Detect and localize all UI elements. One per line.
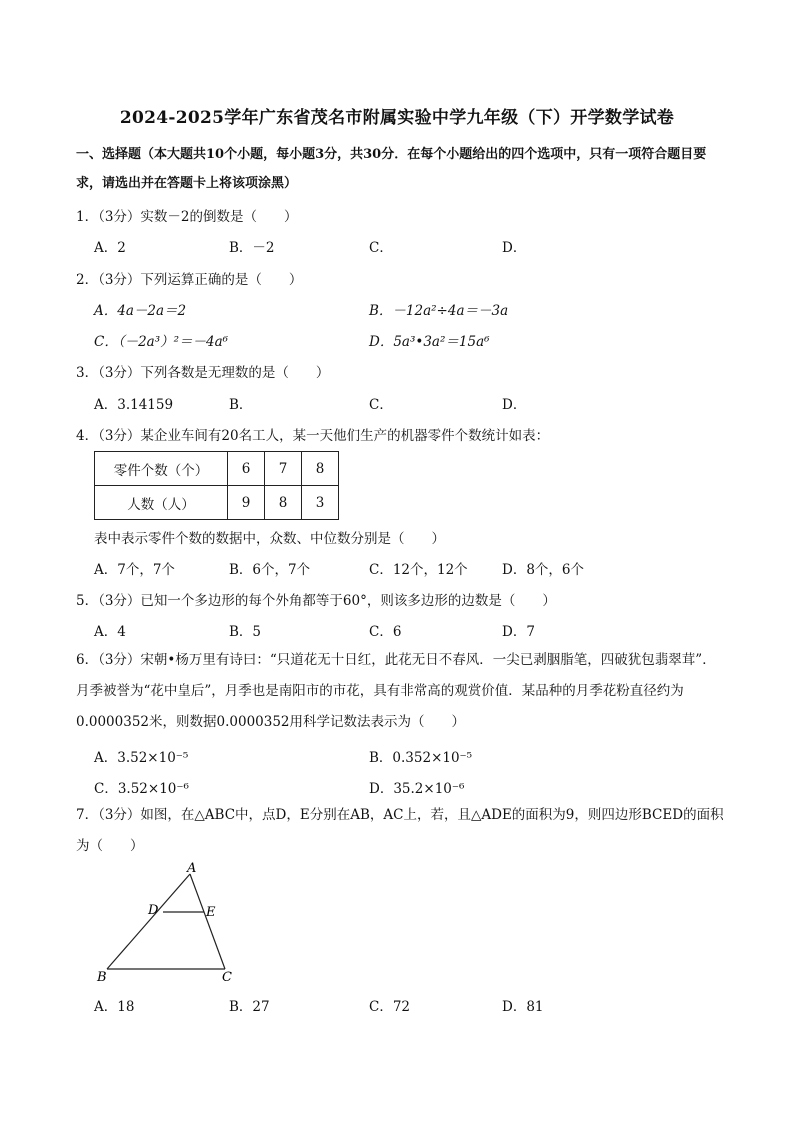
question-5-option-d: D．7 (502, 624, 535, 640)
question-6-option-b: B．0.352×10⁻⁵ (369, 750, 473, 766)
question-5-option-b: B．5 (229, 624, 262, 640)
table-row (95, 452, 339, 486)
question-2-stem: 2．（3分）下列运算正确的是（ ） (76, 272, 303, 288)
question-1-option-a: A．2 (94, 240, 126, 256)
question-1-option-d: D． (502, 240, 527, 256)
question-6-option-d: D．35.2×10⁻⁶ (369, 781, 465, 797)
question-2-option-c: C．（－2a³）²＝－4a⁶ (94, 334, 229, 350)
frequency-table (94, 451, 339, 520)
label-b: B (97, 970, 107, 985)
question-3-option-b: B． (229, 397, 253, 413)
label-c: C (222, 970, 232, 985)
question-5-option-c: C．6 (369, 624, 402, 640)
question-4-stem: 4．（3分）某企业车间有20名工人，某一天他们生产的机器零件个数统计如表： (76, 428, 550, 444)
side-ab (107, 874, 190, 969)
question-2-option-d: D．5a³•3a²＝15a⁶ (369, 334, 490, 350)
question-3-option-c: C． (369, 397, 393, 413)
question-4-followup: 表中表示零件个数的数据中，众数、中位数分别是（ ） (94, 531, 445, 547)
question-4-option-a: A．7个，7个 (94, 562, 175, 578)
question-4-option-d: D．8个，6个 (502, 562, 585, 578)
section-heading: 一、选择题（本大题共10个小题，每小题3分，共30分．在每个小题给出的四个选项中，只有一项符合题目要求，请选出并在答题卡上将该项涂黑） (76, 147, 707, 191)
question-5-option-a: A．4 (94, 624, 126, 640)
question-6-stem: 6．（3分）宋朝•杨万里有诗曰：“只道花无十日红，此花无日不春风．一尖已剥胭脂笔，四破犹包翡翠茸”．月季被誉为“花中皇后”，月季也是南阳市的市花，具有非常高的观赏价值．某品种的月季花粉直径约为0.0000352米，则数据0.0000352用科学记数法表示为（ ） (76, 652, 716, 730)
table-header-cell: 人数（人） (95, 486, 228, 520)
question-7-option-b: B．27 (229, 999, 270, 1015)
label-e: E (206, 905, 216, 920)
question-1-option-b: B．－2 (229, 240, 275, 256)
table-cell: 6 (228, 452, 265, 486)
question-6-option-a: A．3.52×10⁻⁵ (94, 750, 189, 766)
question-6-option-c: C．3.52×10⁻⁶ (94, 781, 189, 797)
question-2-option-b: B．－12a²÷4a＝－3a (369, 303, 509, 319)
question-7-option-a: A．18 (94, 999, 135, 1015)
question-4-option-c: C．12个，12个 (369, 562, 468, 578)
table-cell: 8 (265, 486, 302, 520)
question-7-option-d: D．81 (502, 999, 544, 1015)
question-1-option-c: C． (369, 240, 393, 256)
side-ac (190, 874, 225, 969)
question-3-stem: 3．（3分）下列各数是无理数的是（ ） (76, 365, 330, 381)
question-3-option-d: D． (502, 397, 527, 413)
label-a: A (187, 862, 197, 876)
table-cell: 9 (228, 486, 265, 520)
page-title: 2024-2025学年广东省茂名市附属实验中学九年级（下）开学数学试卷 (119, 108, 675, 128)
triangle-figure (92, 862, 252, 986)
question-4-option-b: B．6个，7个 (229, 562, 311, 578)
question-7-option-c: C．72 (369, 999, 411, 1015)
table-cell: 3 (302, 486, 339, 520)
label-d: D (148, 903, 159, 918)
question-7-stem: 7．（3分）如图，在△ABC中，点D，E分别在AB，AC上，若，且△ADE的面积为9，则四边形BCED的面积为（ ） (76, 807, 724, 854)
table-cell: 7 (265, 452, 302, 486)
question-1-stem: 1．（3分）实数－2的倒数是（ ） (76, 209, 298, 225)
question-5-stem: 5．（3分）已知一个多边形的每个外角都等于60°，则该多边形的边数是（ ） (76, 593, 556, 609)
table-cell: 8 (302, 452, 339, 486)
question-3-option-a: A．3.14159 (94, 397, 174, 413)
question-2-option-a: A．4a－2a＝2 (94, 303, 187, 319)
table-row (95, 486, 339, 520)
table-header-cell: 零件个数（个） (95, 452, 228, 486)
